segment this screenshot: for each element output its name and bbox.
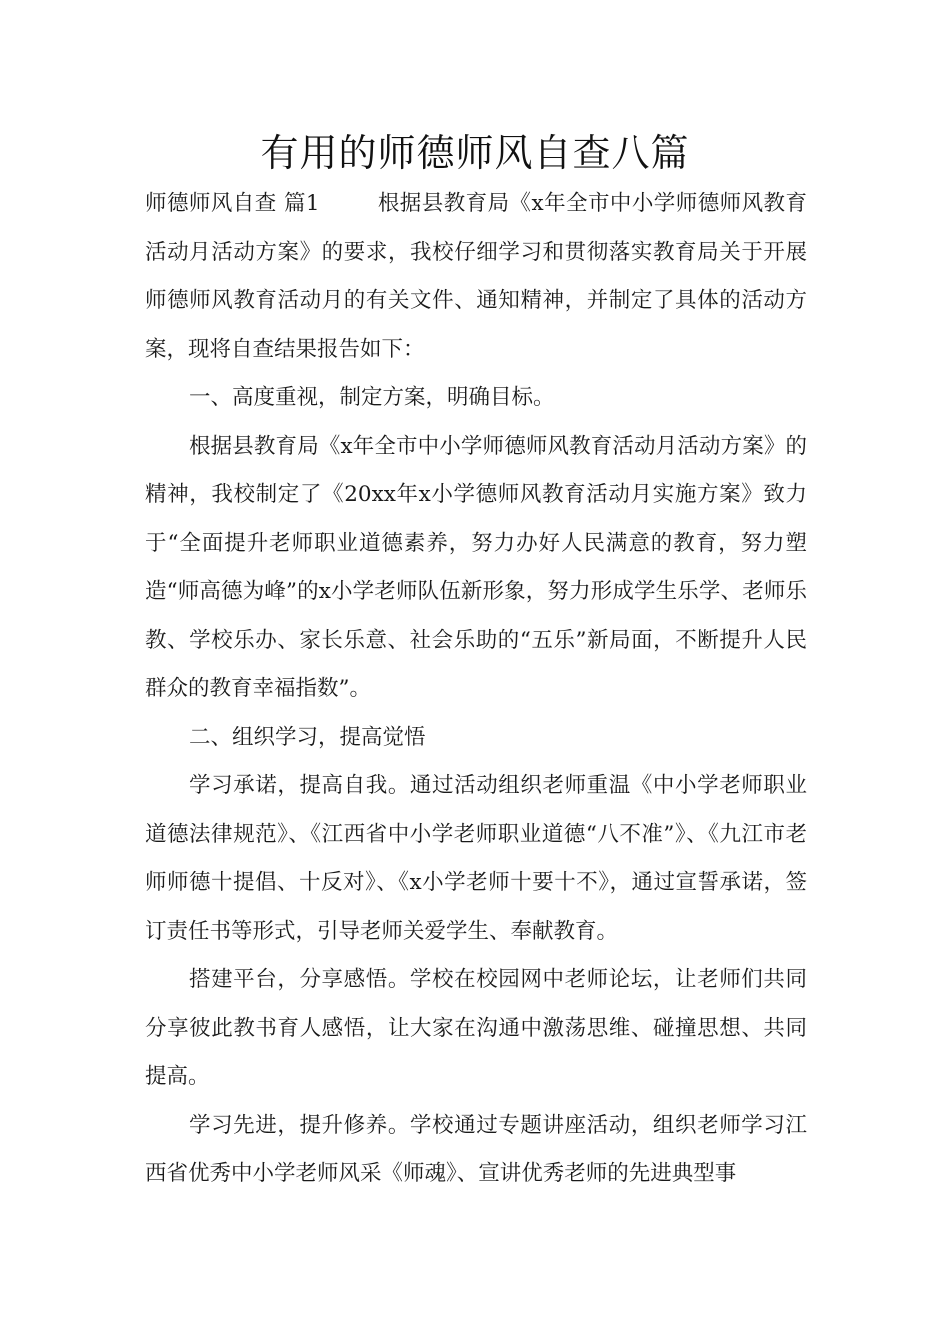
paragraph: 根据县教育局《x年全市中小学师德师风教育活动月活动方案》的精神，我校制定了《20xx年x小学德师风教育活动月实施方案》致力于“全面提升老师职业道德素养，努力办好人民满意的教育，努力塑造“师高德为峰”的x小学老师队伍新形象，努力形成学生乐学、老师乐教、学校乐办、家长乐意、社会乐助的“五乐”新局面，不断提升人民群众的教育幸福指数”。 [145,433,807,701]
section-heading: 二、组织学习，提高觉悟 [189,724,426,750]
paragraph-text: 根据县教育局《x年全市中小学师德师风教育活动月活动方案》的要求，我校仔细学习和贯彻落实教育局关于开展师德师风教育活动月的有关文件、通知精神，并制定了具体的活动方案，现将自查结果报告如下： [145,191,807,362]
intro-paragraph [145,180,807,374]
paragraph: 搭建平台，分享感悟。学校在校园网中老师论坛，让老师们共同分享彼此教书育人感悟，让大家在沟通中激荡思维、碰撞思想、共同提高。 [145,967,807,1089]
paragraph: 学习承诺，提高自我。通过活动组织老师重温《中小学老师职业道德法律规范》、《江西省中小学老师职业道德“八不准”》、《九江市老师师德十提倡、十反对》、《x小学老师十要十不》，通过宣誓承诺，签订责任书等形式，引导老师关爱学生、奉献教育。 [145,773,807,944]
section-label: 师德师风自查 篇1 [145,191,320,216]
section-heading: 一、高度重视，制定方案，明确目标。 [189,385,555,410]
document-title: 有用的师德师风自查八篇 [260,131,690,175]
paragraph: 学习先进，提升修养。学校通过专题讲座活动，组织老师学习江西省优秀中小学老师风采《师魂》、宣讲优秀老师的先进典型事 [145,1112,807,1186]
document-body [145,180,807,1199]
